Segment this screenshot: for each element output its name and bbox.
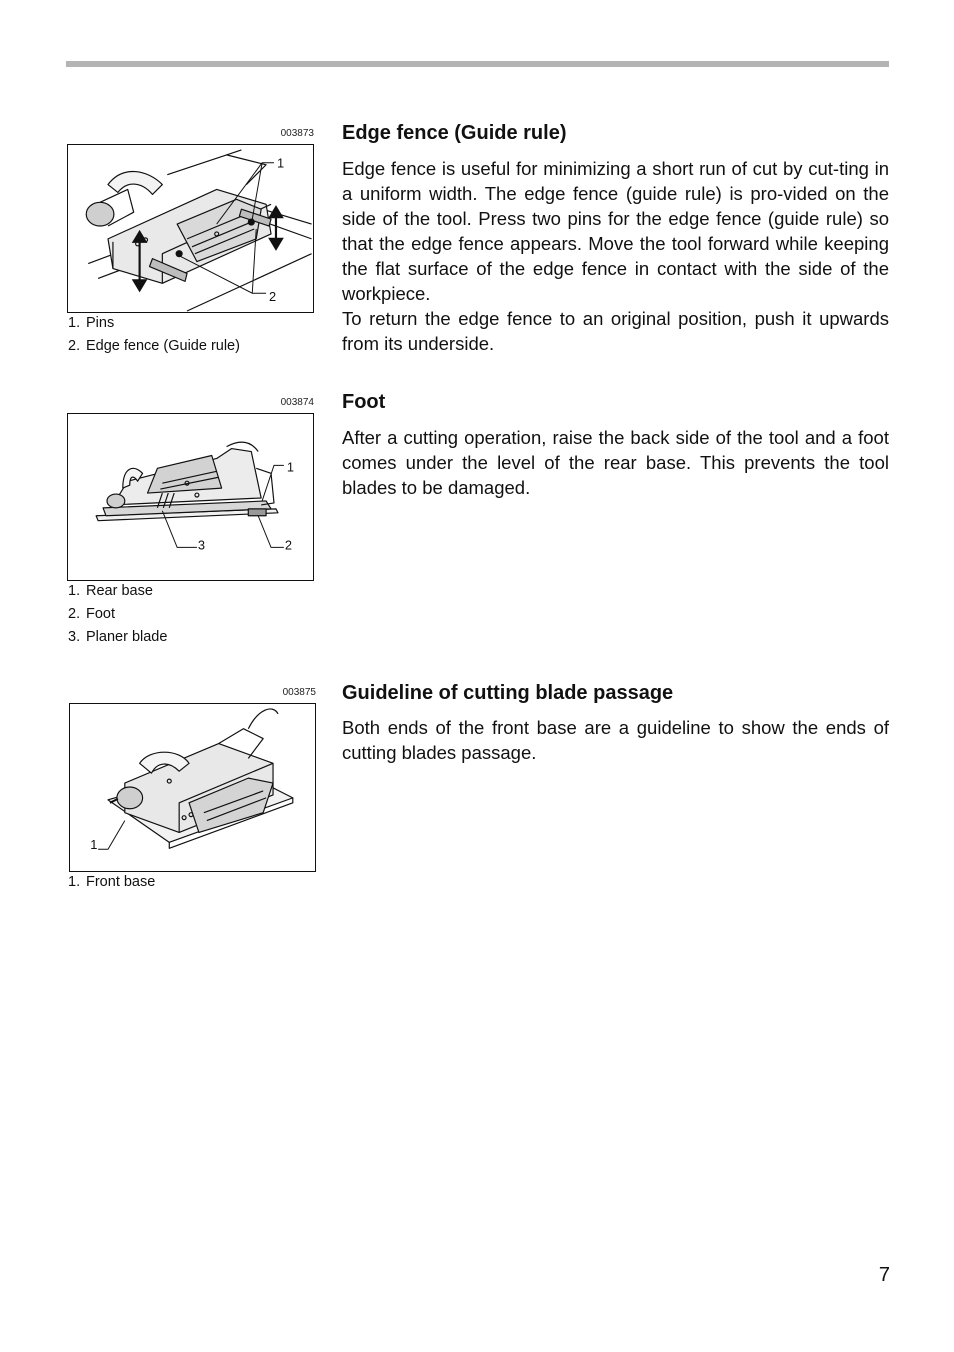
callout-1: 1	[286, 459, 294, 475]
paragraph: Edge fence is useful for minimizing a short run of cut by cut-ting in a uniform width. The edge fence (guide rule) is pro-vided on the side of the tool. Press two pins for the edge fence (guide rule) so that the edge fence appears. Move the tool forward while keeping the flat surface of the edge fence in contact with the side of the workpiece.	[342, 158, 889, 304]
callout-2: 2	[269, 289, 277, 305]
callout-2: 2	[284, 537, 293, 553]
legend-item: 1. Pins	[68, 315, 115, 331]
paragraph: To return the edge fence to an original position, push it upwards from its underside.	[342, 308, 889, 354]
legend-item: 1. Rear base	[68, 583, 153, 599]
callout-1: 1	[90, 837, 98, 853]
planer-front-illustration	[70, 704, 315, 871]
callout-3: 3	[197, 537, 206, 553]
legend-item: 3. Planer blade	[68, 629, 168, 645]
figure-code: 003873	[280, 128, 314, 139]
section-heading: Foot	[342, 391, 386, 413]
callout-1: 1	[276, 155, 285, 171]
figure-edge-fence	[67, 144, 314, 313]
figure-legend	[68, 580, 167, 649]
top-rule	[66, 61, 889, 67]
paragraph: Both ends of the front base are a guideline to show the ends of cutting blades passage.	[342, 717, 889, 763]
figure-legend	[68, 312, 240, 358]
planer-side-illustration	[68, 414, 313, 580]
section-heading: Edge fence (Guide rule)	[342, 122, 567, 144]
legend-item: 2. Foot	[68, 606, 116, 622]
legend-item: 2. Edge fence (Guide rule)	[68, 338, 240, 354]
figure-code: 003875	[282, 687, 316, 698]
planer-illustration	[68, 145, 313, 312]
figure-legend	[68, 871, 155, 894]
figure-code: 003874	[280, 397, 314, 408]
figure-foot	[67, 413, 314, 581]
paragraph: After a cutting operation, raise the back side of the tool and a foot comes under the level of the rear base. This prevents the tool blades to be damaged.	[342, 427, 889, 498]
page-number: 7	[878, 1264, 890, 1286]
section-heading: Guideline of cutting blade passage	[342, 682, 674, 704]
legend-item: 1. Front base	[68, 874, 156, 890]
figure-front-base	[69, 703, 316, 872]
